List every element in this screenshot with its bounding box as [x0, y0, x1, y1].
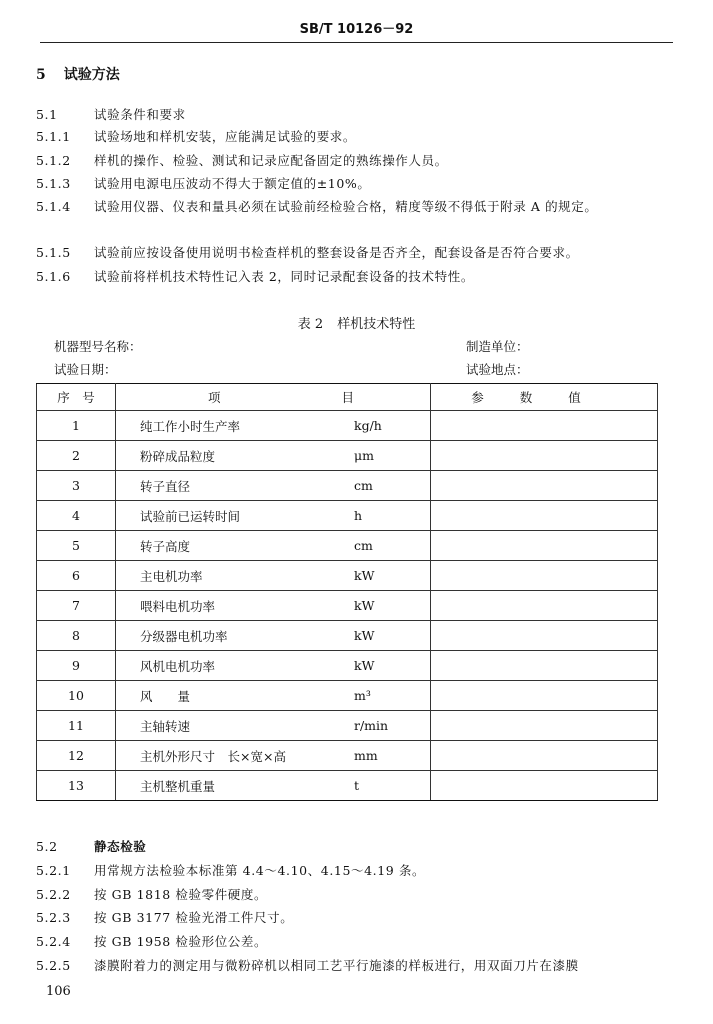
table-row: 1 纯工作小时生产率 kg/h — [37, 411, 658, 441]
table-row: 5 转子高度 cm — [37, 531, 658, 561]
table-row: 8 分级器电机功率 kW — [37, 621, 658, 651]
specification-table — [36, 383, 658, 801]
table-caption-number: 表 2 — [297, 317, 324, 332]
manufacturer-label: 制造单位： — [466, 339, 529, 354]
section-number: 5 — [36, 67, 46, 83]
header-rule — [40, 42, 673, 43]
value-cell — [431, 771, 658, 801]
table-caption-title: 样机技术特性 — [337, 317, 416, 332]
value-cell — [431, 501, 658, 531]
test-date-label: 试验日期： — [54, 362, 117, 377]
value-cell — [431, 711, 658, 741]
section-5-title — [36, 64, 120, 84]
value-cell — [431, 411, 658, 441]
table-caption — [0, 313, 713, 332]
header-item: 项 目 — [116, 384, 431, 411]
clause-5-1-5: 5.1.5 试验前应按设备使用说明书检查样机的整套设备是否齐全，配套设备是否符合要求。 — [36, 245, 579, 260]
value-cell — [431, 741, 658, 771]
table-row: 7 喂料电机功率 kW — [37, 591, 658, 621]
table-row: 2 粉碎成品粒度 μm — [37, 441, 658, 471]
clause-5-1-3: 5.1.3 试验用电源电压波动不得大于额定值的±10%。 — [36, 176, 371, 191]
table-row: 9 风机电机功率 kW — [37, 651, 658, 681]
table-row: 6 主电机功率 kW — [37, 561, 658, 591]
section-title-text: 试验方法 — [63, 67, 120, 83]
model-name-label: 机器型号名称： — [54, 339, 142, 354]
value-cell — [431, 561, 658, 591]
clause-5-1-1: 5.1.1 试验场地和样机安装，应能满足试验的要求。 — [36, 129, 357, 144]
clause-5-2-1: 5.2.1 用常规方法检验本标准第 4.4～4.10、4.15～4.19 条。 — [36, 863, 426, 878]
table-row: 4 试验前已运转时间 h — [37, 501, 658, 531]
table-header-row — [37, 384, 658, 411]
table-row: 10 风 量 m³ — [37, 681, 658, 711]
clause-5-1-4: 5.1.4 试验用仪器、仪表和量具必须在试验前经检验合格，精度等级不得低于附录 A 的规定。 — [36, 199, 598, 214]
standard-code-header: SB/T 10126－92 — [299, 22, 414, 37]
value-cell — [431, 651, 658, 681]
value-cell — [431, 621, 658, 651]
table-row: 13 主机整机重量 t — [37, 771, 658, 801]
value-cell — [431, 471, 658, 501]
test-location-label: 试验地点： — [466, 362, 529, 377]
table-row: 11 主轴转速 r/min — [37, 711, 658, 741]
clause-5-2-4: 5.2.4 按 GB 1958 检验形位公差。 — [36, 934, 268, 949]
clause-5-1-2: 5.1.2 样机的操作、检验、测试和记录应配备固定的熟练操作人员。 — [36, 153, 448, 168]
value-cell — [431, 591, 658, 621]
value-cell — [431, 441, 658, 471]
page-number: 106 — [46, 984, 71, 999]
clause-5-2-5: 5.2.5 漆膜附着力的测定用与微粉碎机以相同工艺平行施漆的样板进行，用双面刀片在漆膜 — [36, 958, 579, 973]
header-value: 参数值 — [431, 384, 658, 411]
clause-5-2-2: 5.2.2 按 GB 1818 检验零件硬度。 — [36, 887, 268, 902]
value-cell — [431, 681, 658, 711]
table-row: 12 主机外形尺寸 长×宽×高 mm — [37, 741, 658, 771]
header-index: 序 号 — [37, 384, 116, 411]
clause-5-1: 5.1 试验条件和要求 — [36, 107, 186, 122]
clause-5-2-3: 5.2.3 按 GB 3177 检验光滑工件尺寸。 — [36, 910, 294, 925]
table-row: 3 转子直径 cm — [37, 471, 658, 501]
clause-5-1-6: 5.1.6 试验前将样机技术特性记入表 2，同时记录配套设备的技术特性。 — [36, 269, 474, 284]
value-cell — [431, 531, 658, 561]
clause-5-2: 5.2 静态检验 — [36, 839, 147, 854]
